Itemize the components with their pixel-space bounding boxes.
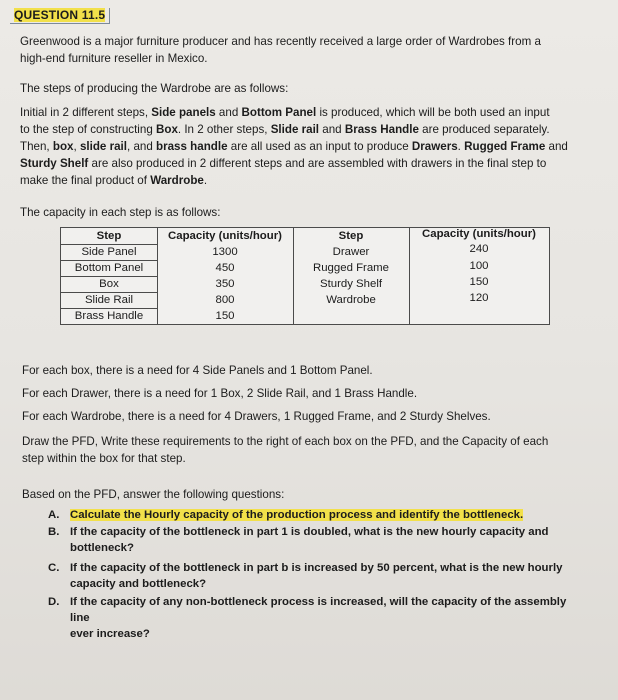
table-cell-step: Drawer xyxy=(332,246,370,258)
description-paragraph xyxy=(20,104,600,189)
table-row-line xyxy=(61,292,157,293)
question-letter: A. xyxy=(48,509,60,521)
table-cell-capacity: 240 xyxy=(469,243,489,255)
intro-line: Greenwood is a major furniture producer and has recently received a large order of Wardrobes from a xyxy=(20,35,541,48)
table-row-line xyxy=(61,276,157,277)
question-letter: C. xyxy=(48,562,60,574)
question-line: bottleneck? xyxy=(70,542,134,554)
question-item-b xyxy=(48,524,588,556)
question-item-d xyxy=(48,594,588,642)
table-cell-capacity: 150 xyxy=(469,276,489,288)
question-item-a xyxy=(48,507,588,523)
question-item-c xyxy=(48,560,588,592)
instructions-line: step within the box for that step. xyxy=(22,452,186,465)
table-cell-capacity: 1300 xyxy=(212,246,238,258)
question-line: If the capacity of any non-bottleneck process is increased, will the capacity of the assembly line xyxy=(70,596,567,624)
table-header-capacity: Capacity (units/hour) xyxy=(168,230,282,242)
capacity-table xyxy=(60,227,550,325)
question-label-text: QUESTION 11.5 xyxy=(14,8,106,22)
table-cell-step: Brass Handle xyxy=(74,310,144,322)
table-cell-capacity: 120 xyxy=(469,292,489,304)
table-divider xyxy=(293,228,294,324)
question-letter: B. xyxy=(48,526,60,538)
question-line: Calculate the Hourly capacity of the production process and identify the bottleneck. xyxy=(70,509,524,521)
question-label xyxy=(10,8,110,24)
table-cell-capacity: 350 xyxy=(215,278,235,290)
table-row-line xyxy=(61,260,157,261)
table-header-step: Step xyxy=(338,230,364,242)
description-line: to the step of constructing Box. In 2 other steps, Slide rail and Brass Handle are produced separately. xyxy=(20,123,550,136)
question-line: ever increase? xyxy=(70,628,150,640)
intro-paragraph xyxy=(20,33,541,67)
table-cell-capacity: 100 xyxy=(469,260,489,272)
table-cell-capacity: 450 xyxy=(215,262,235,274)
table-cell-capacity: 800 xyxy=(215,294,235,306)
table-header-step: Step xyxy=(96,230,122,242)
description-line: Then, box, slide rail, and brass handle are all used as an input to produce Drawers. Rugged Frame and xyxy=(20,140,568,153)
table-cell-capacity: 150 xyxy=(215,310,235,322)
requirement-line: For each Drawer, there is a need for 1 Box, 2 Slide Rail, and 1 Brass Handle. xyxy=(22,387,418,400)
description-line: make the final product of Wardrobe. xyxy=(20,174,208,187)
table-header-capacity: Capacity (units/hour) xyxy=(422,228,536,240)
questions-heading: Based on the PFD, answer the following questions: xyxy=(22,488,285,501)
question-letter: D. xyxy=(48,596,60,608)
steps-heading: The steps of producing the Wardrobe are as follows: xyxy=(20,82,289,95)
table-cell-step: Sturdy Shelf xyxy=(319,278,383,290)
table-cell-step: Box xyxy=(99,278,119,290)
requirement-line: For each Wardrobe, there is a need for 4 Drawers, 1 Rugged Frame, and 2 Sturdy Shelves. xyxy=(22,410,491,423)
instructions-paragraph xyxy=(22,433,602,467)
table-cell-step: Rugged Frame xyxy=(313,262,389,274)
question-line: If the capacity of the bottleneck in part 1 is doubled, what is the new hourly capacity and xyxy=(70,526,549,538)
requirement-line: For each box, there is a need for 4 Side Panels and 1 Bottom Panel. xyxy=(22,364,373,377)
table-row-line xyxy=(61,308,157,309)
instructions-line: Draw the PFD, Write these requirements to the right of each box on the PFD, and the Capacity of each xyxy=(22,435,549,448)
question-line: If the capacity of the bottleneck in part b is increased by 50 percent, what is the new hourly xyxy=(70,562,563,574)
table-cell-step: Slide Rail xyxy=(84,294,134,306)
intro-line: high-end furniture reseller in Mexico. xyxy=(20,52,208,65)
question-line: capacity and bottleneck? xyxy=(70,578,207,590)
table-cell-step: Bottom Panel xyxy=(74,262,144,274)
table-row-line xyxy=(61,244,157,245)
description-line: Initial in 2 different steps, Side panels and Bottom Panel is produced, which will be both used an input xyxy=(20,106,550,119)
table-cell-step: Wardrobe xyxy=(326,294,376,306)
description-line: Sturdy Shelf are also produced in 2 different steps and are assembled with drawers in the final step to xyxy=(20,157,547,170)
table-cell-step: Side Panel xyxy=(81,246,137,258)
capacity-heading: The capacity in each step is as follows: xyxy=(20,206,221,219)
